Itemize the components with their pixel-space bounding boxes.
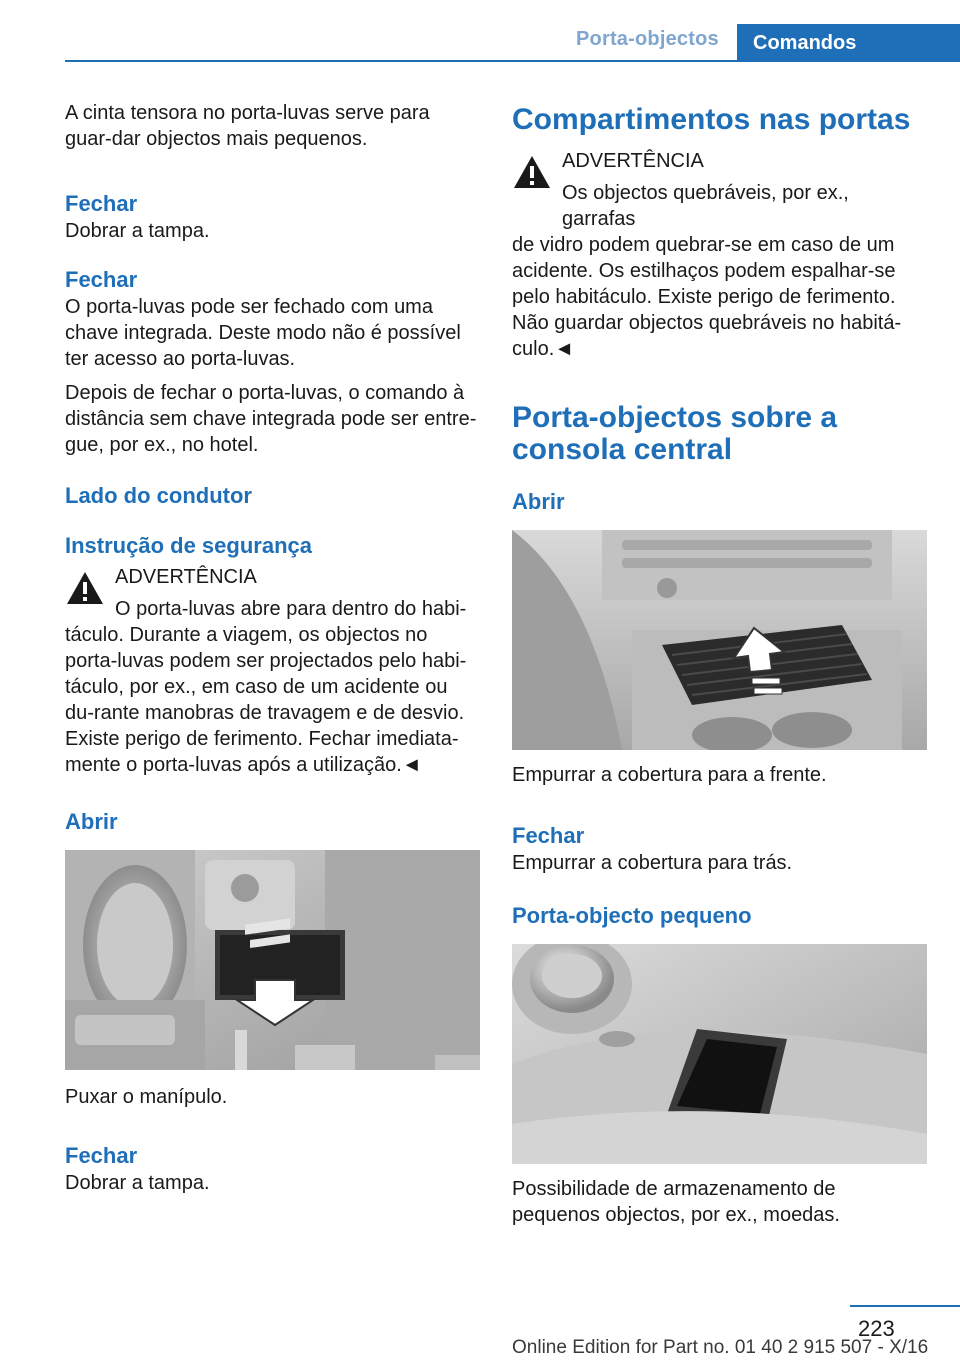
caption-abrir: Puxar o manípulo.: [65, 1086, 228, 1108]
paragraph-fechar-tampa: Dobrar a tampa.: [65, 1172, 210, 1194]
warning-text-first-line: Os objectos quebráveis, por ex., garrafas: [562, 182, 849, 230]
paragraph-fechar: Empurrar a cobertura para trás.: [512, 852, 793, 874]
warning-text: de vidro podem quebrar-se em caso de um acidente. Os estilhaços podem espalhar-se pelo habitáculo. Existe perigo de ferimento. Não guardar objectos quebráveis no habitá-culo.◄: [512, 234, 902, 360]
right-column: [512, 104, 927, 1228]
footer-rule: [850, 1305, 960, 1307]
intro-paragraph: A cinta tensora no porta-luvas serve para guar-dar objectos mais pequenos.: [65, 102, 430, 150]
paragraph-fechar: Dobrar a tampa.: [65, 220, 210, 242]
warning-text: táculo. Durante a viagem, os objectos no porta-luvas podem ser projectados pelo habi-táculo, por ex., em caso de um acidente ou du-rante manobras de travagem e de desvio. Existe perigo de ferimento. Fechar imediata-mente o porta-luvas após a utilização.◄: [65, 624, 467, 776]
heading-porta-objectos-consola: Porta-objectos sobre a consola central: [512, 401, 838, 466]
warning-triangle-icon: [512, 154, 552, 190]
caption-abrir: Empurrar a cobertura para a frente.: [512, 764, 827, 786]
section-title: Porta-objectos: [576, 28, 719, 50]
header-rule: [65, 60, 960, 62]
heading-fechar: Fechar: [512, 823, 585, 848]
warning-text-first-line: O porta-luvas abre para dentro do habi-: [115, 598, 467, 620]
warning-block: [65, 564, 480, 778]
warning-label: ADVERTÊNCIA: [115, 566, 257, 588]
heading-fechar: Fechar: [65, 1143, 138, 1168]
paragraph-fechar-key: O porta-luvas pode ser fechado com uma chave integrada. Deste modo não é possível ter acesso ao porta-luvas.: [65, 296, 461, 370]
small-tray-photo: [512, 944, 927, 1164]
heading-lado-condutor: Lado do condutor: [65, 483, 252, 508]
heading-fechar: Fechar: [65, 267, 138, 292]
left-column: [65, 100, 480, 1196]
heading-compartimentos: Compartimentos nas portas: [512, 103, 911, 136]
warning-triangle-icon: [65, 570, 105, 606]
caption-pequeno: Possibilidade de armazenamento de pequenos objectos, por ex., moedas.: [512, 1178, 840, 1226]
heading-abrir: Abrir: [65, 809, 118, 834]
glovebox-photo: [65, 850, 480, 1070]
page-number: 223: [858, 1316, 895, 1341]
console-photo: [512, 530, 927, 750]
warning-block: [512, 148, 927, 362]
heading-abrir: Abrir: [512, 489, 565, 514]
paragraph-fechar-remote: Depois de fechar o porta-luvas, o comando à distância sem chave integrada pode ser entre-gue, por ex., no hotel.: [65, 382, 477, 456]
heading-instrucao-seguranca: Instrução de segurança: [65, 533, 312, 558]
heading-fechar: Fechar: [65, 191, 138, 216]
chapter-tab: Comandos: [737, 24, 960, 62]
edition-footer: Online Edition for Part no. 01 40 2 915 507 - X/16: [512, 1337, 929, 1358]
warning-label: ADVERTÊNCIA: [562, 150, 704, 172]
heading-porta-objecto-pequeno: Porta-objecto pequeno: [512, 903, 752, 928]
